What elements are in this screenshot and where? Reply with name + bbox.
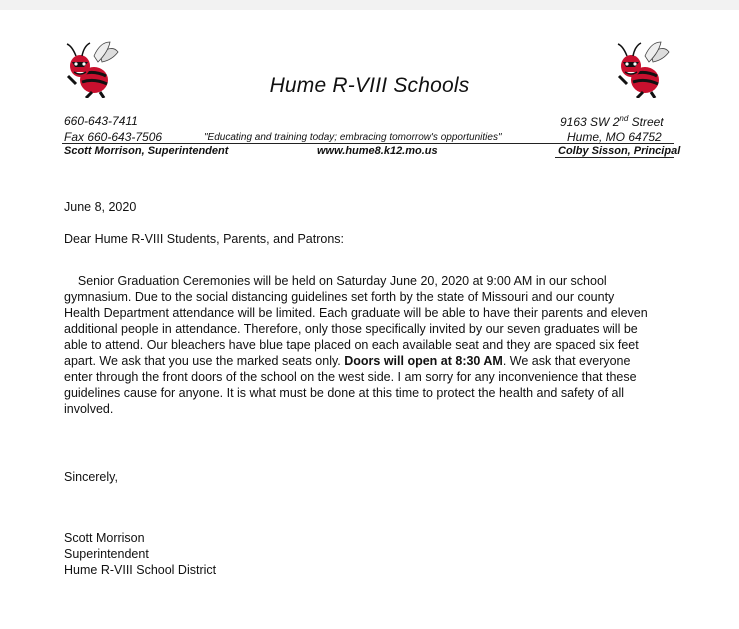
letter-salutation: Dear Hume R-VIII Students, Parents, and Patrons: <box>64 232 344 246</box>
doors-open-notice: Doors will open at 8:30 AM <box>344 354 503 368</box>
letterhead-divider-top <box>62 143 674 144</box>
paragraph-line: additional people in attendance. Therefore, only those specifically invited by our seven graduates will be <box>64 322 638 336</box>
school-address-line2: Hume, MO 64752 <box>567 130 662 144</box>
paragraph-line: gymnasium. Due to the social distancing guidelines set forth by the state of Missouri and our county <box>64 290 615 304</box>
school-fax: Fax 660-643-7506 <box>64 130 163 144</box>
school-address-line1: 9163 SW 2nd Street <box>560 114 664 129</box>
school-name-title: Hume R-VIII Schools <box>269 74 470 97</box>
signature-org: Hume R-VIII School District <box>64 563 217 577</box>
page-top-strip <box>0 0 739 10</box>
paragraph-line: Senior Graduation Ceremonies will be held on Saturday June 20, 2020 at 9:00 AM in our school <box>64 274 607 288</box>
school-motto: "Educating and training today; embracing tomorrow's opportunities" <box>204 132 502 143</box>
paragraph-line: enter through the front doors of the school on the west side. I am sorry for any inconvenience that these <box>64 370 637 384</box>
letter-body-paragraph <box>64 273 676 417</box>
principal-underline <box>555 157 674 158</box>
letter-date: June 8, 2020 <box>64 200 137 214</box>
principal-credit: Colby Sisson, Principal <box>558 145 681 157</box>
paragraph-line: Health Department attendance will be limited. Each graduate will be able to have their parents and eleven <box>64 306 648 320</box>
signature-title: Superintendent <box>64 547 149 561</box>
paragraph-line: involved. <box>64 402 114 416</box>
paragraph-line: guidelines cause for anyone. It is what must be done at this time to protect the health and safety of all <box>64 386 625 400</box>
superintendent-credit: Scott Morrison, Superintendent <box>64 145 229 157</box>
school-website: www.hume8.k12.mo.us <box>317 145 438 157</box>
school-phone: 660-643-7411 <box>64 114 138 128</box>
letter-closing: Sincerely, <box>64 470 118 484</box>
signature-block <box>64 530 216 578</box>
signature-name: Scott Morrison <box>64 531 145 545</box>
paragraph-line: able to attend. Our bleachers have blue tape placed on each available seat and they are spaced six feet <box>64 338 639 352</box>
paragraph-line: apart. We ask that you use the marked seats only. Doors will open at 8:30 AM. We ask that everyone <box>64 354 631 368</box>
